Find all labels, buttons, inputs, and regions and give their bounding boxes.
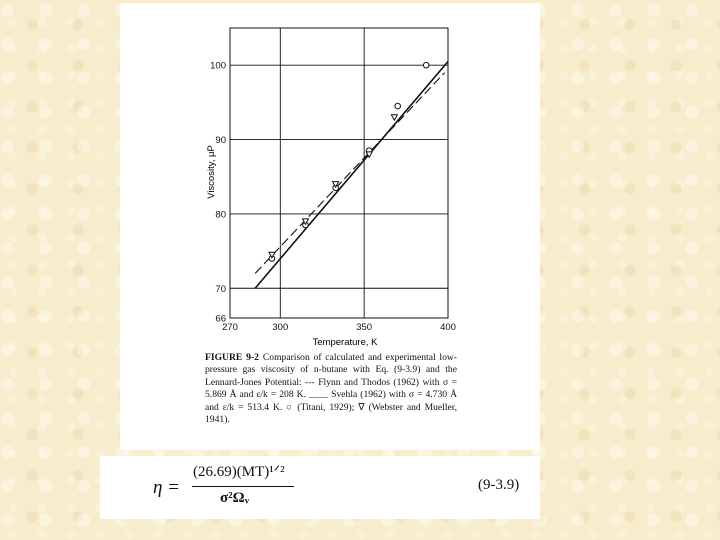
y-tick-label: 70 bbox=[215, 283, 226, 295]
x-tick-label: 350 bbox=[356, 322, 373, 333]
y-tick-label: 80 bbox=[215, 209, 226, 221]
figure-caption bbox=[205, 352, 457, 426]
figure-label: FIGURE 9-2 bbox=[205, 352, 259, 363]
equation-lhs: η = bbox=[153, 477, 180, 498]
equation-fraction-bar bbox=[192, 486, 294, 487]
y-tick-label: 90 bbox=[215, 135, 226, 147]
x-tick-label: 400 bbox=[440, 322, 456, 333]
chart-series bbox=[255, 61, 448, 288]
titani-data-point bbox=[423, 62, 429, 68]
webster-mueller-data-point bbox=[391, 115, 397, 121]
y-axis-label: Viscosity, μP bbox=[206, 145, 217, 199]
equation-reference: (9-3.9) bbox=[478, 477, 520, 493]
svehla-solid-line bbox=[255, 61, 448, 288]
titani-data-point bbox=[395, 103, 401, 109]
equation-denominator: σ²Ωᵥ bbox=[220, 490, 250, 506]
y-tick-label: 66 bbox=[215, 313, 226, 325]
equation-numerator: (26.69)(MT)¹ᐟ² bbox=[193, 464, 285, 480]
y-tick-label: 100 bbox=[210, 60, 226, 72]
caption-text: Comparison of calculated and experimental low-pressure gas viscosity of n-butane with Eq. (9-3.9) and the Lennard-Jones Potential: --- Flynn and Thodos (1962) with σ = 5.869 Å and ε/k = 208 K. ____ Svehla (1962) with σ = 4.730 Å and ε/k = 513.4 K. ○ (Titani, 1929); ∇ (Webster and Mueller, 1941). bbox=[205, 352, 458, 426]
x-tick-label: 270 bbox=[222, 322, 238, 333]
plot-frame bbox=[230, 28, 448, 318]
x-axis-label: Temperature, K bbox=[312, 337, 378, 348]
flynn-thodos-dashed-line bbox=[255, 73, 444, 274]
x-tick-label: 300 bbox=[272, 322, 289, 333]
chart-grid bbox=[230, 28, 448, 318]
